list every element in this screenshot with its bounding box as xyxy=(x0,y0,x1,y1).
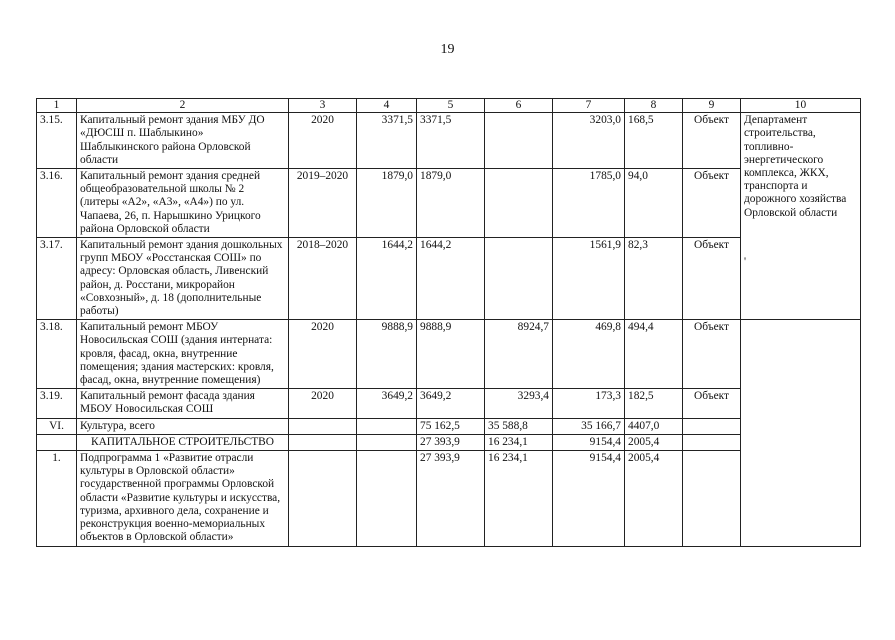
row-col6 xyxy=(485,169,553,238)
row-col7: 1785,0 xyxy=(553,169,625,238)
row-year: 2020 xyxy=(289,320,357,389)
row-year xyxy=(289,451,357,546)
row-col4 xyxy=(357,434,417,450)
page-number: 19 xyxy=(440,42,455,57)
row-col7: 469,8 xyxy=(553,320,625,389)
stray-mark: ' xyxy=(744,255,747,268)
row-col9 xyxy=(683,418,741,434)
row-col4 xyxy=(357,451,417,546)
row-col6 xyxy=(485,238,553,320)
table-row xyxy=(37,320,861,389)
row-col5: 27 393,9 xyxy=(417,451,485,546)
table-row xyxy=(37,389,861,418)
row-name: Капитальный ремонт фасада здания МБОУ Новосильская СОШ xyxy=(77,389,289,418)
row-col7: 1561,9 xyxy=(553,238,625,320)
department-cell xyxy=(741,113,861,320)
row-col4: 3649,2 xyxy=(357,389,417,418)
department-name: Департамент строительства, топливно-энергетического комплекса, ЖКХ, транспорта и дорожного хозяйства Орловской области xyxy=(744,114,847,219)
header-cell: 7 xyxy=(553,99,625,113)
row-name: Капитальный ремонт здания средней общеобразовательной школы № 2 (литеры «А2», «А3», «А4») по ул. Чапаева, 26, п. Нарышкино Урицкого района Орловской области xyxy=(77,169,289,238)
row-year: 2020 xyxy=(289,389,357,418)
row-col5: 27 393,9 xyxy=(417,434,485,450)
row-number: 3.19. xyxy=(37,389,77,418)
row-col5: 1879,0 xyxy=(417,169,485,238)
header-cell: 10 xyxy=(741,99,861,113)
row-col6: 16 234,1 xyxy=(485,434,553,450)
header-cell: 5 xyxy=(417,99,485,113)
row-col6: 3293,4 xyxy=(485,389,553,418)
row-number: 1. xyxy=(37,451,77,546)
row-col4 xyxy=(357,418,417,434)
row-col8: 494,4 xyxy=(625,320,683,389)
row-col7: 9154,4 xyxy=(553,451,625,546)
row-col8: 2005,4 xyxy=(625,451,683,546)
row-year xyxy=(289,418,357,434)
row-year xyxy=(289,434,357,450)
row-col8: 2005,4 xyxy=(625,434,683,450)
row-year: 2018–2020 xyxy=(289,238,357,320)
table-row xyxy=(37,434,861,450)
row-col5: 75 162,5 xyxy=(417,418,485,434)
table-row xyxy=(37,451,861,546)
header-cell: 1 xyxy=(37,99,77,113)
row-col7: 9154,4 xyxy=(553,434,625,450)
header-cell: 4 xyxy=(357,99,417,113)
row-col6: 16 234,1 xyxy=(485,451,553,546)
row-col8: 182,5 xyxy=(625,389,683,418)
header-row xyxy=(37,99,861,113)
row-col8: 4407,0 xyxy=(625,418,683,434)
row-col7: 35 166,7 xyxy=(553,418,625,434)
row-name: Культура, всего xyxy=(77,418,289,434)
row-number: 3.16. xyxy=(37,169,77,238)
header-cell: 3 xyxy=(289,99,357,113)
row-col4: 1879,0 xyxy=(357,169,417,238)
row-col9 xyxy=(683,451,741,546)
row-col4: 3371,5 xyxy=(357,113,417,169)
table-row xyxy=(37,418,861,434)
data-table xyxy=(36,98,861,547)
header-cell: 2 xyxy=(77,99,289,113)
row-col6: 8924,7 xyxy=(485,320,553,389)
row-name: КАПИТАЛЬНОЕ СТРОИТЕЛЬСТВО xyxy=(77,434,289,450)
table-row xyxy=(37,113,861,169)
row-number: VI. xyxy=(37,418,77,434)
row-col5: 3649,2 xyxy=(417,389,485,418)
row-name: Капитальный ремонт МБОУ Новосильская СОШ (здания интерната: кровля, фасад, окна, внутренние помещения; здания мастерских: кровля, фасад, окна, внутренние помещения) xyxy=(77,320,289,389)
empty-cell xyxy=(741,320,861,546)
row-col7: 173,3 xyxy=(553,389,625,418)
row-col4: 9888,9 xyxy=(357,320,417,389)
row-col9: Объект xyxy=(683,238,741,320)
row-col8: 82,3 xyxy=(625,238,683,320)
row-col9: Объект xyxy=(683,389,741,418)
row-col6 xyxy=(485,113,553,169)
row-col8: 94,0 xyxy=(625,169,683,238)
row-number: 3.15. xyxy=(37,113,77,169)
row-name: Подпрограмма 1 «Развитие отрасли культуры в Орловской области» государственной программы Орловской области «Развитие культуры и искусства, туризма, архивного дела, сохранение и реконструкция военно-мемориальных объектов в Орловской области» xyxy=(77,451,289,546)
row-name: Капитальный ремонт здания МБУ ДО «ДЮСШ п. Шаблыкино» Шаблыкинского района Орловской области xyxy=(77,113,289,169)
row-number: 3.17. xyxy=(37,238,77,320)
row-col6: 35 588,8 xyxy=(485,418,553,434)
row-year: 2019–2020 xyxy=(289,169,357,238)
table-row xyxy=(37,169,861,238)
row-col9: Объект xyxy=(683,113,741,169)
header-cell: 6 xyxy=(485,99,553,113)
row-col5: 3371,5 xyxy=(417,113,485,169)
row-col9 xyxy=(683,434,741,450)
row-col9: Объект xyxy=(683,169,741,238)
table-row xyxy=(37,238,861,320)
header-cell: 9 xyxy=(683,99,741,113)
row-col7: 3203,0 xyxy=(553,113,625,169)
row-name: Капитальный ремонт здания дошкольных групп МБОУ «Росстанская СОШ» по адресу: Орловская область, Ливенский район, д. Росстани, микрорайон «Совхозный», д. 18 (дополнительные работы) xyxy=(77,238,289,320)
row-col5: 1644,2 xyxy=(417,238,485,320)
row-year: 2020 xyxy=(289,113,357,169)
row-col9: Объект xyxy=(683,320,741,389)
row-number: 3.18. xyxy=(37,320,77,389)
row-col8: 168,5 xyxy=(625,113,683,169)
header-cell: 8 xyxy=(625,99,683,113)
row-col5: 9888,9 xyxy=(417,320,485,389)
row-number xyxy=(37,434,77,450)
row-col4: 1644,2 xyxy=(357,238,417,320)
